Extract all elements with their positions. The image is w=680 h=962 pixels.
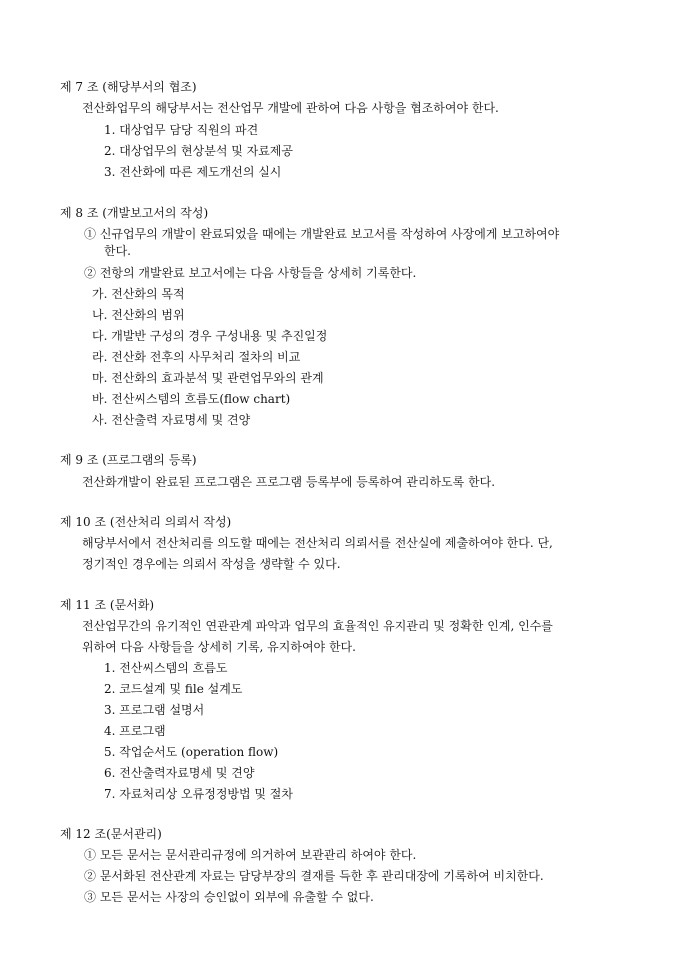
article-8-item-na: 나. 전산화의 범위 — [92, 308, 185, 322]
article-10-body-2: 정기적인 경우에는 의뢰서 작성을 생략할 수 있다. — [82, 557, 341, 571]
article-8-para-2: ② 전항의 개발완료 보고서에는 다음 사항들을 상세히 기록한다. — [84, 266, 417, 280]
article-7-body: 전산화업무의 해당부서는 전산업무 개발에 관하여 다음 사항을 협조하여야 한다. — [82, 101, 499, 115]
article-7-item-3: 3. 전산화에 따른 제도개선의 실시 — [104, 165, 282, 179]
article-11-body-2: 위하여 다음 사항들을 상세히 기록, 유지하여야 한다. — [82, 640, 356, 654]
article-10-title: 제 10 조 (전산처리 의뢰서 작성) — [60, 515, 232, 529]
article-11-item-3: 3. 프로그램 설명서 — [104, 703, 205, 717]
article-12-item-1: ① 모든 문서는 문서관리규정에 의거하여 보관관리 하여야 한다. — [84, 848, 417, 862]
article-11-item-1: 1. 전산씨스템의 흐름도 — [104, 661, 228, 675]
article-8-title: 제 8 조 (개발보고서의 작성) — [60, 206, 209, 220]
article-11-item-7: 7. 자료처리상 오류정정방법 및 절차 — [104, 787, 293, 801]
article-11-title: 제 11 조 (문서화) — [60, 598, 155, 612]
article-11-item-6: 6. 전산출력자료명세 및 견양 — [104, 766, 255, 780]
article-8-item-ma: 마. 전산화의 효과분석 및 관련업무와의 관계 — [92, 371, 324, 385]
article-11-body-1: 전산업무간의 유기적인 연관관계 파악과 업무의 효율적인 유지관리 및 정확한 인계, 인수를 — [82, 619, 553, 633]
article-7-title: 제 7 조 (해당부서의 협조) — [60, 80, 197, 94]
article-12-item-2: ② 문서화된 전산관계 자료는 담당부장의 결재를 득한 후 관리대장에 기록하여 비치한다. — [84, 869, 544, 883]
article-8-item-ra: 라. 전산화 전후의 사무처리 절차의 비교 — [92, 350, 301, 364]
article-8-item-sa: 사. 전산출력 자료명세 및 견양 — [92, 413, 251, 427]
article-8-item-ba: 바. 전산씨스템의 흐름도(flow chart) — [92, 392, 291, 406]
article-10-body-1: 해당부서에서 전산처리를 의도할 때에는 전산처리 의뢰서를 전산실에 제출하여야 한다. 단, — [82, 536, 553, 550]
article-12-item-3: ③ 모든 문서는 사장의 승인없이 외부에 유출할 수 없다. — [84, 890, 374, 904]
article-11-item-2: 2. 코드설계 및 file 설계도 — [104, 682, 243, 696]
article-9-body: 전산화개발이 완료된 프로그램은 프로그램 등록부에 등록하여 관리하도록 한다. — [82, 475, 496, 489]
article-8-para-1: ① 신규업무의 개발이 완료되었을 때에는 개발완료 보고서를 작성하여 사장에게 보고하여야 — [84, 227, 560, 241]
article-8-item-da: 다. 개발반 구성의 경우 구성내용 및 추진일정 — [92, 329, 328, 343]
article-11-item-4: 4. 프로그램 — [104, 724, 166, 738]
article-7-item-2: 2. 대상업무의 현상분석 및 자료제공 — [104, 144, 293, 158]
article-8-para-1-cont: 한다. — [104, 244, 131, 258]
article-11-item-5: 5. 작업순서도 (operation flow) — [104, 745, 279, 759]
article-8-item-ga: 가. 전산화의 목적 — [92, 287, 185, 301]
article-7-item-1: 1. 대상업무 담당 직원의 파견 — [104, 123, 259, 137]
article-12-title: 제 12 조(문서관리) — [60, 827, 162, 841]
article-9-title: 제 9 조 (프로그램의 등록) — [60, 453, 197, 467]
